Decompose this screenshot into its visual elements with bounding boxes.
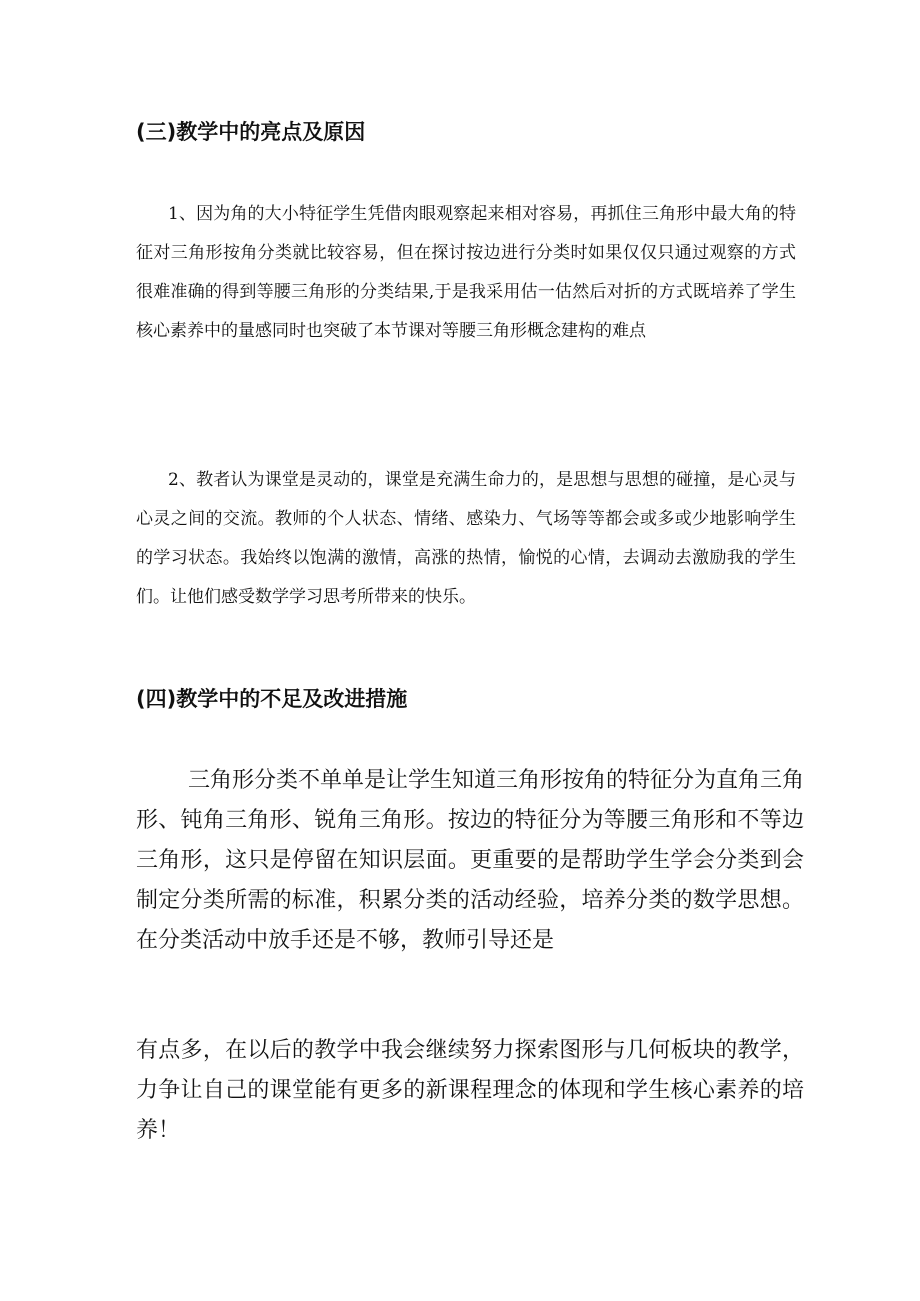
section-4-heading: (四)教学中的不足及改进措施 bbox=[136, 687, 408, 711]
section-4-paragraph-2: 有点多，在以后的教学中我会继续努力探索图形与几何板块的教学，力争让自己的课堂能有更多的新课程理念的体现和学生核心素养的培养！ bbox=[136, 1038, 804, 1143]
section-4-paragraph-1: 三角形分类不单单是让学生知道三角形按角的特征分为直角三角形、钝角三角形、锐角三角形。按边的特征分为等腰三角形和不等边三角形，这只是停留在知识层面。更重要的是帮助学生学会分类到会制定分类所需的标准，积累分类的活动经验，培养分类的数学思想。在分类活动中放手还是不够，教师引导还是 bbox=[136, 768, 805, 953]
section-3-paragraph-2: 2、教者认为课堂是灵动的，课堂是充满生命力的，是思想与思想的碰撞，是心灵与心灵之间的交流。教师的个人状态、情绪、感染力、气场等等都会或多或少地影响学生的学习状态。我始终以饱满的激情，高涨的热情，愉悦的心情，去调动去激励我的学生们。让他们感受数学学习思考所带来的快乐。 bbox=[136, 470, 796, 607]
section-3-heading: (三)教学中的亮点及原因 bbox=[136, 120, 366, 144]
section-3-paragraph-1: 1、因为角的大小特征学生凭借肉眼观察起来相对容易，再抓住三角形中最大角的特征对三角形按角分类就比较容易，但在探讨按边进行分类时如果仅仅只通过观察的方式很难准确的得到等腰三角形的分类结果,于是我采用估一估然后对折的方式既培养了学生核心素养中的量感同时也突破了本节课对等腰三角形概念建构的难点 bbox=[136, 204, 796, 341]
